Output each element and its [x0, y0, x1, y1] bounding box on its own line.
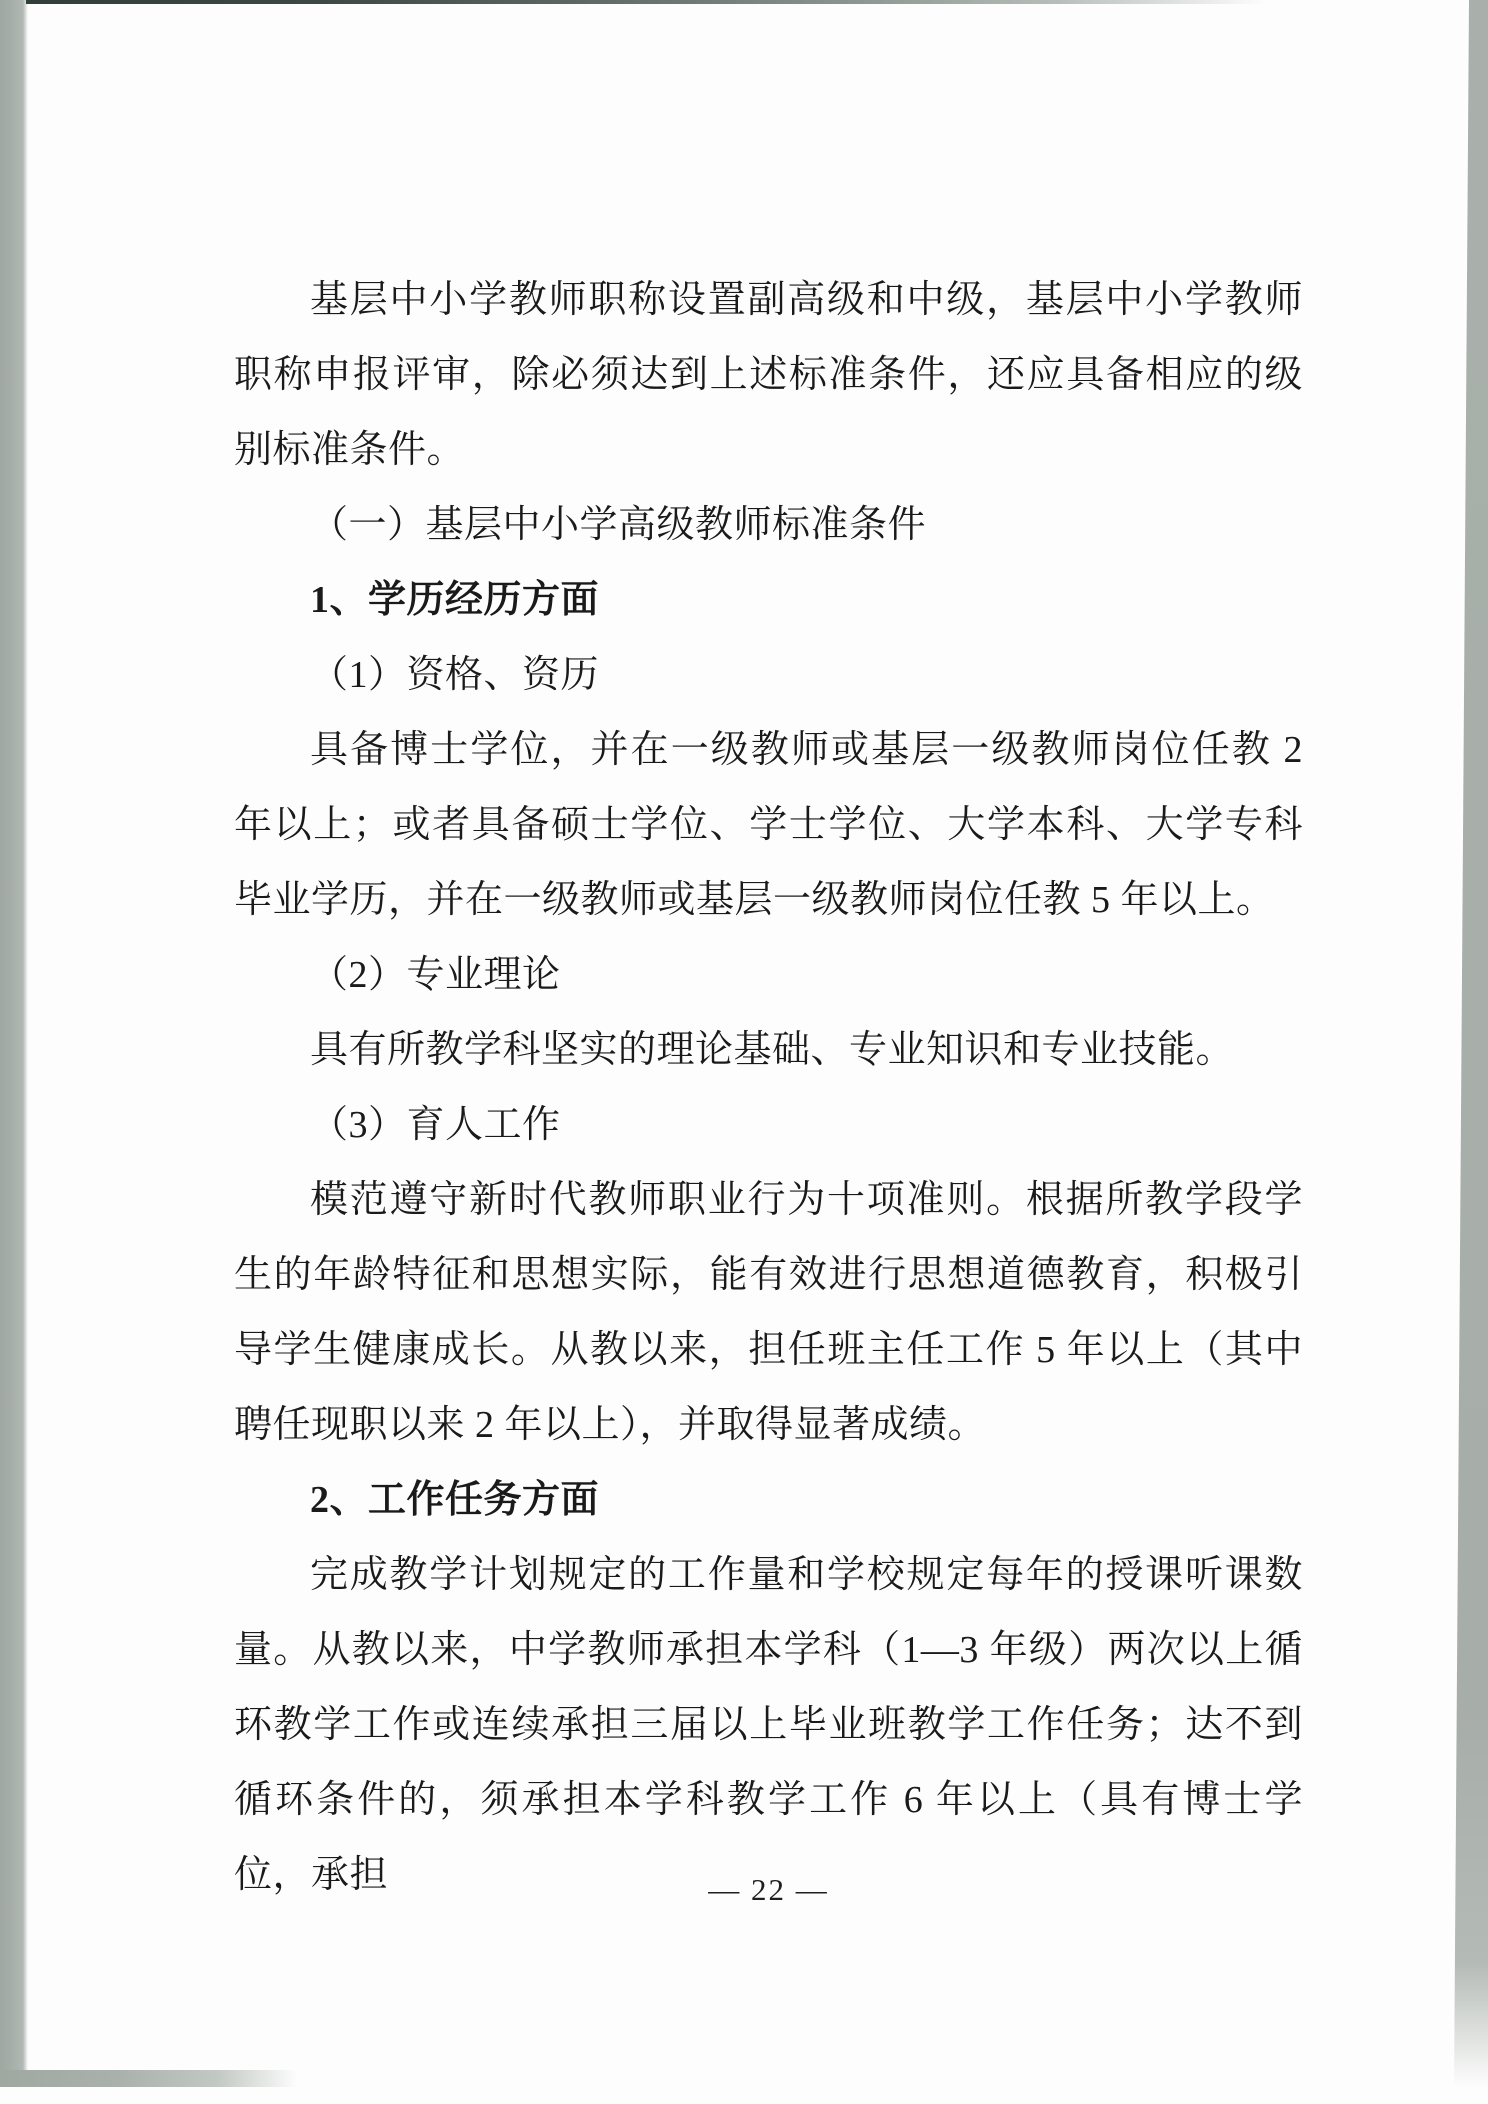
scan-edge-bottom-smudge — [0, 2070, 310, 2087]
intro-paragraph: 基层中小学教师职称设置副高级和中级，基层中小学教师职称申报评审，除必须达到上述标准条件，还应具备相应的级别标准条件。 — [234, 279, 1303, 471]
item-3-education-work-heading: （3）育人工作 — [310, 1104, 561, 1146]
subsection-1-education-heading: 1、学历经历方面 — [310, 579, 600, 621]
item-1-qualification-heading: （1）资格、资历 — [310, 654, 600, 696]
scan-edge-right — [1454, 0, 1488, 2088]
item-1-qualification-body: 具备博士学位，并在一级教师或基层一级教师岗位任教 2 年以上；或者具备硕士学位、学士学位、大学本科、大学专科毕业学历，并在一级教师或基层一级教师岗位任教 5 年以上。 — [234, 729, 1303, 921]
scan-edge-left — [0, 0, 28, 2074]
document-body — [234, 263, 1303, 1913]
subsection-2-work-tasks-body: 完成教学计划规定的工作量和学校规定每年的授课听课数量。从教以来，中学教师承担本学科（1—3 年级）两次以上循环教学工作或连续承担三届以上毕业班教学工作任务；达不到循环条件的，须承担本学科教学工作 6 年以上（具有博士学位，承担 — [234, 1554, 1303, 1896]
item-2-theory-heading: （2）专业理论 — [310, 954, 561, 996]
page-number: — 22 — — [708, 1872, 829, 1907]
subsection-2-work-tasks-heading: 2、工作任务方面 — [310, 1479, 600, 1521]
item-3-education-work-body: 模范遵守新时代教师职业行为十项准则。根据所教学段学生的年龄特征和思想实际，能有效进行思想道德教育，积极引导学生健康成长。从教以来，担任班主任工作 5 年以上（其中聘任现职以来 2 年以上），并取得显著成绩。 — [234, 1179, 1303, 1446]
item-2-theory-body: 具有所教学科坚实的理论基础、专业知识和专业技能。 — [310, 1029, 1235, 1071]
scan-edge-top — [26, 0, 1346, 4]
section-one-heading: （一）基层中小学高级教师标准条件 — [310, 504, 927, 546]
